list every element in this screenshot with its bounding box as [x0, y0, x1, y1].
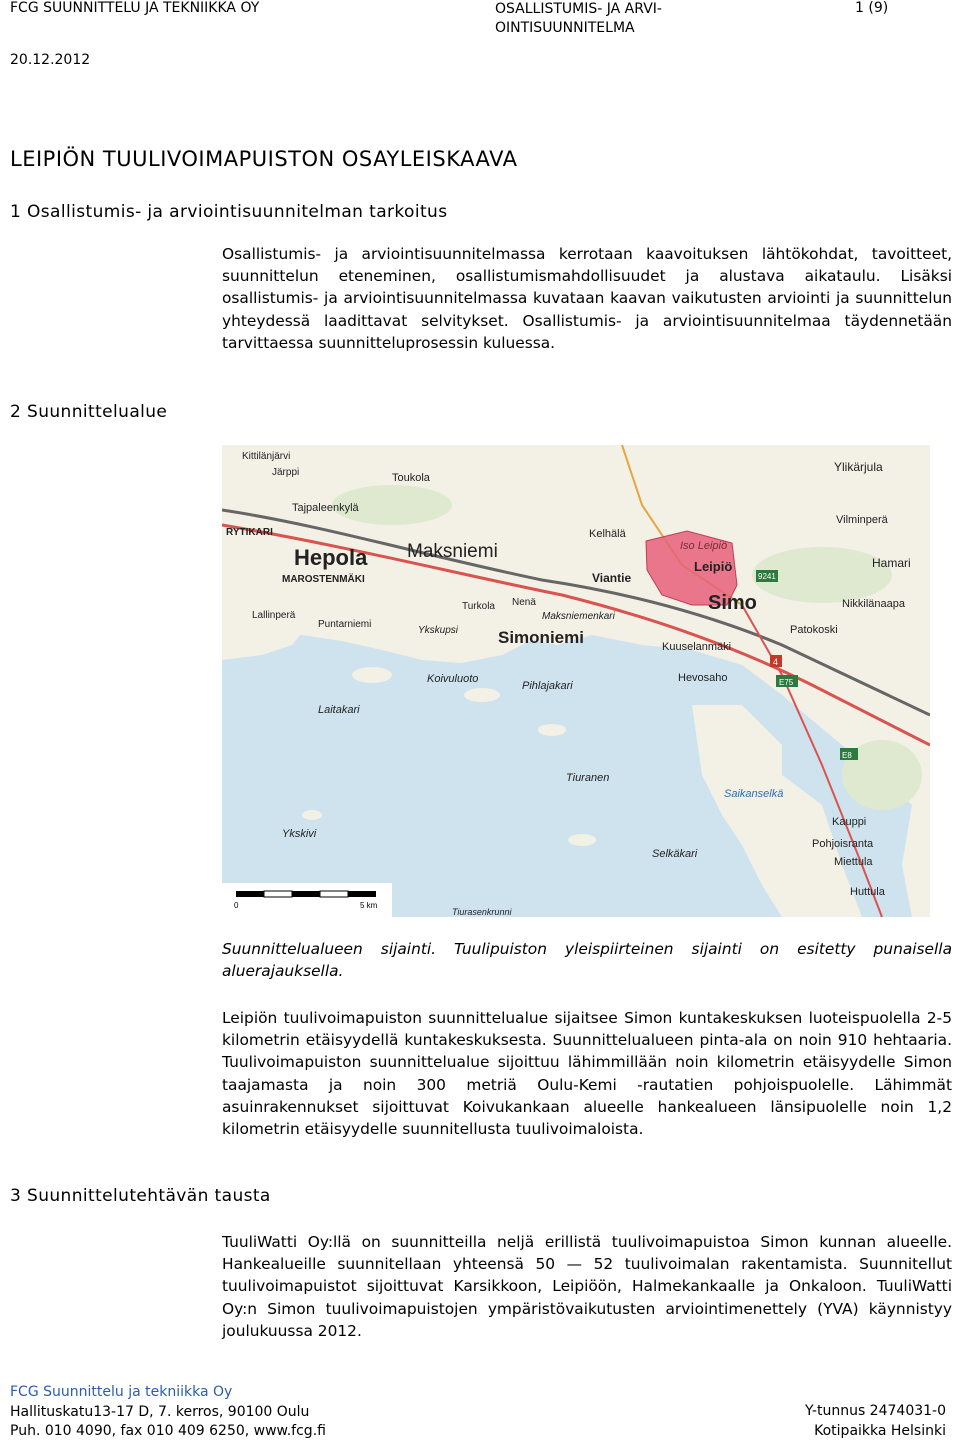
map-label-lallinpera: Lallinperä [252, 610, 296, 621]
map-label-hamari: Hamari [872, 556, 911, 570]
map-label-ykskupsi: Ykskupsi [418, 625, 459, 636]
footer-business-id: Y-tunnus 2474031-0 [805, 1403, 946, 1419]
map-island-1 [352, 667, 392, 683]
map-label-tiuranen: Tiuranen [566, 772, 610, 784]
map-label-road-4: 4 [773, 657, 779, 667]
map-label-tajpaleenkyla: Tajpaleenkylä [292, 502, 359, 514]
map-label-jarppi: Järppi [272, 467, 300, 478]
map-label-viantie: Viantie [592, 571, 632, 585]
map-label-ykskivi: Ykskivi [282, 828, 317, 840]
footer-left [10, 1383, 326, 1442]
section-2-text: Leipiön tuulivoimapuiston suunnittelualue sijaitsee Simon kuntakeskuksen luoteispuolella 2-5 kilometrin etäisyydellä kuntakeskuksesta. Suunnittelualueen pinta-ala on noin 910 hehtaaria. Tuulivoimapuiston suunnittelualue sijoittuu lähimmillään noin kilometrin etäisyydelle Simon taajamasta ja noin 300 metriä Oulu-Kemi -rautatien pohjoispuolelle. Lähimmät asuinrakennukset sijoittuvat Koivukankaan alueelle hankealueen länsipuolelle noin 1,2 kilometrin etäisyydelle suunnitellusta tuulivoimaloista. [222, 1009, 952, 1139]
header-doc-type [495, 0, 735, 38]
map-label-kauppi: Kauppi [832, 816, 867, 828]
map-scale-bar [236, 891, 376, 897]
header-date: 20.12.2012 [10, 52, 91, 68]
map-label-koivuluoto: Koivuluoto [427, 673, 479, 685]
map-scale-zero: 0 [234, 901, 239, 910]
section-3-heading: 3 Suunnittelutehtävän tausta [10, 1186, 271, 1206]
map-label-road-e75: E75 [779, 678, 794, 687]
header-doc-type-line1: OSALLISTUMIS- JA ARVI- [495, 1, 662, 17]
map-svg [222, 445, 930, 917]
map-label-maksniemenkari: Maksniemenkari [542, 611, 615, 622]
map-island-3 [538, 724, 566, 736]
map-scale-bg [222, 883, 392, 917]
map-label-puntarniemi: Puntarniemi [318, 619, 372, 630]
map-label-kelhala: Kelhälä [589, 528, 626, 540]
map-label-miettula: Miettula [834, 856, 873, 868]
section-1-text: Osallistumis- ja arviointisuunnitelmassa kerrotaan kaavoituksen lähtökohdat, tavoitteet, suunnittelun eteneminen, osallistumismahdollisuudet ja alustava aikataulu. Lisäksi osallistumis- ja arviointisuunnitelmassa kuvataan kaavan vaikutusten arviointi ja suunnittelun yhteydessä laadittavat selvitykset. Osallistumis- ja arviointisuunnitelmaa täydennetään tarvittaessa suunnitteluprosessin kuluessa. [222, 245, 952, 352]
footer-contact: Puh. 010 4090, fax 010 409 6250, www.fcg.fi [10, 1423, 326, 1439]
map-label-pohjoisranta: Pohjoisranta [812, 838, 874, 850]
map-label-road-9241: 9241 [758, 572, 776, 581]
map-label-nikkilanaapa: Nikkilänaapa [842, 598, 905, 610]
map-label-leipio: Leipiö [694, 559, 733, 574]
map-label-simoniemi: Simoniemi [498, 628, 584, 647]
map-island-5 [302, 810, 322, 820]
footer-company: FCG Suunnittelu ja tekniikka Oy [10, 1384, 233, 1400]
map-label-vilminpera: Vilminperä [836, 514, 888, 526]
section-2-heading: 2 Suunnittelualue [10, 402, 168, 422]
map-caption: Suunnittelualueen sijainti. Tuulipuiston yleispiirteinen sijainti on esitetty punaisella aluerajauksella. [222, 940, 952, 981]
header-company: FCG SUUNNITTELU JA TEKNIIKKA OY [10, 0, 260, 16]
footer-address: Hallituskatu13-17 D, 7. kerros, 90100 Oulu [10, 1403, 310, 1420]
map-island-2 [464, 688, 500, 702]
map-island-4 [568, 834, 596, 846]
map-label-toukola: Toukola [392, 472, 430, 484]
map-label-kittilanjarvi: Kittilänjärvi [242, 451, 291, 462]
section-3-text: TuuliWatti Oy:llä on suunnitteilla neljä erillistä tuulivoimapuistoa Simon kunnan alueelle. Hankealueille suunnitellaan yhteensä 50 — 52 tuulivoimalan rakentamista. Suunnitellut tuulivoimapuistot sijoittuvat Karsikkoon, Leipiöön, Halmekankaalle ja Onkaloon. TuuliWatti Oy:n Simon tuulivoimapuistojen ympäristövaikutusten arviointimenettely (YVA) käynnistyy joulukuussa 2012. [222, 1233, 952, 1340]
footer-right [805, 1402, 946, 1441]
map-label-huttula: Huttula [850, 886, 885, 898]
map-label-kuuselanmaki: Kuuselanmäki [662, 641, 732, 653]
footer-domicile: Kotipaikka Helsinki [814, 1422, 946, 1439]
map-label-hepola: Hepola [294, 545, 368, 570]
map-label-iso-leipio: Iso Leipiö [680, 540, 728, 552]
map-label-saikanselka: Saikanselkä [724, 788, 784, 800]
map-label-hevosaho: Hevosaho [678, 672, 728, 684]
section-1-heading: 1 Osallistumis- ja arviointisuunnitelman tarkoitus [10, 202, 448, 222]
map-label-turkola: Turkola [462, 601, 495, 612]
map-label-maksniemi: Maksniemi [407, 541, 498, 562]
map-label-tiurasenkrunni: Tiurasenkrunni [452, 907, 512, 917]
map-label-pihlajakari: Pihlajakari [522, 680, 573, 692]
map-label-nena: Nenä [512, 597, 536, 608]
header-doc-type-line2: OINTISUUNNITELMA [495, 20, 635, 36]
map-label-laitakari: Laitakari [318, 704, 360, 716]
header-page-number: 1 (9) [855, 0, 889, 16]
page-title: LEIPIÖN TUULIVOIMAPUISTON OSAYLEISKAAVA [10, 147, 518, 171]
map-label-ylikarjula: Ylikärjula [834, 460, 883, 474]
map-label-road-e8: E8 [842, 751, 852, 760]
map-label-simo: Simo [708, 592, 757, 614]
location-map [222, 445, 930, 917]
map-label-marostenmaki: MAROSTENMÄKI [282, 574, 365, 585]
map-scale-5km: 5 km [360, 901, 378, 910]
map-label-rytikari: RYTIKARI [226, 527, 273, 538]
map-label-patokoski: Patokoski [790, 624, 838, 636]
map-label-selkakari: Selkäkari [652, 848, 698, 860]
